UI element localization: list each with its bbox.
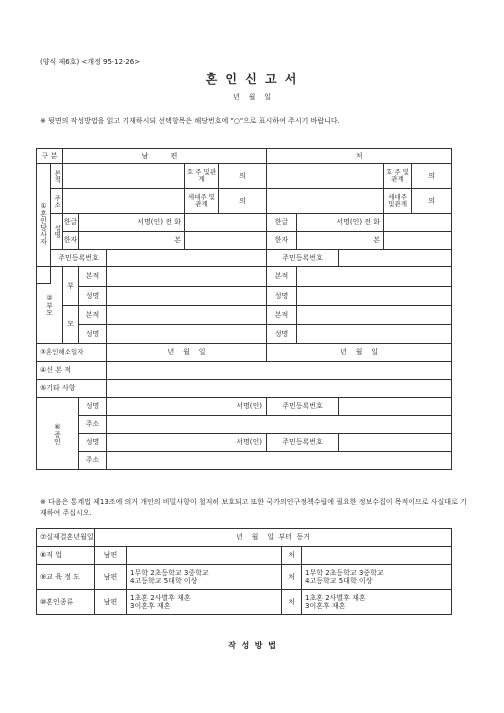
husband-mother-name[interactable] bbox=[107, 325, 267, 344]
wife-phone-field[interactable] bbox=[384, 214, 452, 232]
witness2-name-label: 성명 bbox=[79, 434, 107, 452]
kind-wife-options-line1: 1초혼 2사별후 재혼 bbox=[305, 593, 366, 602]
husband-father-name[interactable] bbox=[107, 287, 267, 306]
father-name-label: 성명 bbox=[79, 287, 107, 306]
party-label: ①혼인당사자 bbox=[37, 164, 51, 284]
husband-sedae-field[interactable]: 의 bbox=[219, 189, 267, 214]
edu-husband-options[interactable] bbox=[127, 565, 282, 590]
wife-header: 처 bbox=[267, 149, 452, 164]
gubun-header: 구 분 bbox=[37, 149, 63, 164]
wife-jumin-field[interactable] bbox=[339, 250, 452, 267]
mother-bonjeok-label: 본적 bbox=[79, 306, 107, 325]
witness1-addr-label: 주소 bbox=[79, 416, 107, 434]
wife-mother-bonjeok[interactable] bbox=[297, 306, 452, 325]
hanja-label: 한자 bbox=[63, 232, 79, 250]
witness1-jumin-label: 주민등록번호 bbox=[267, 398, 339, 416]
wife-mother-name-label: 성명 bbox=[267, 325, 297, 344]
witness2-jumin-label: 주민등록번호 bbox=[267, 434, 339, 452]
job-husband-field[interactable] bbox=[127, 547, 282, 565]
husband-jumin-label: 주민등록번호 bbox=[51, 250, 107, 267]
new-bonjeok-field[interactable] bbox=[107, 362, 452, 380]
witness1-jumin-field[interactable] bbox=[339, 398, 452, 416]
parents-label: ②부모 bbox=[37, 267, 63, 344]
dissolution-wife-date[interactable]: 년 월 일 bbox=[267, 344, 452, 362]
kind-husband-label: 남편 bbox=[95, 590, 127, 615]
bonjeok-label: 본적 bbox=[51, 164, 63, 189]
job-wife-label: 처 bbox=[282, 547, 302, 565]
edu-wife-options[interactable] bbox=[302, 565, 452, 590]
wife-hanja-label: 한자 bbox=[267, 232, 297, 250]
husband-mother-bonjeok[interactable] bbox=[107, 306, 267, 325]
wife-jumin-label: 주민등록번호 bbox=[267, 250, 339, 267]
wife-hanja-field[interactable]: 본 bbox=[297, 232, 384, 250]
edu-wife-label: 처 bbox=[282, 565, 302, 590]
wife-father-name-label: 성명 bbox=[267, 287, 297, 306]
other-label: ⑤기타 사항 bbox=[37, 380, 107, 398]
kind-husband-options[interactable] bbox=[127, 590, 282, 615]
wife-hoju-label: 호 주 및관계 bbox=[384, 164, 412, 189]
husband-sedae-label: 세대주 및관계 bbox=[185, 189, 219, 214]
husband-bonjeok-field[interactable] bbox=[63, 164, 185, 189]
mother-label: 모 bbox=[63, 306, 79, 344]
kind-label: ⑩혼인종류 bbox=[37, 590, 95, 615]
wife-sedae-field[interactable]: 의 bbox=[412, 189, 452, 214]
mother-name-label: 성명 bbox=[79, 325, 107, 344]
kind-wife-options-line2: 3이혼후 재혼 bbox=[305, 602, 346, 610]
wife-sedae-label: 세대주 및관계 bbox=[384, 189, 412, 214]
husband-hoju-field[interactable]: 의 bbox=[219, 164, 267, 189]
notice-statistics: ※ 다음은 통계법 제13조에 의거 개인의 비밀사항이 철저히 보호되고 또한 국가의인구정책수립에 필요한 정보수집이 목적이므로 사실대로 기재하여 주십시오. bbox=[40, 498, 467, 518]
marriage-report-table bbox=[36, 148, 452, 284]
husband-bon-field[interactable] bbox=[185, 232, 267, 250]
actual-date-label: ⑦실제결혼년월일 bbox=[37, 529, 95, 547]
wife-hangul-field[interactable]: 서명(인) 전 화 bbox=[297, 214, 384, 232]
edu-wife-options-line1: 1무학 2초등학교 3중학교 bbox=[305, 568, 384, 577]
statistics-table bbox=[36, 528, 452, 615]
husband-juso-field[interactable] bbox=[63, 189, 185, 214]
form-number: (양식 제6호) <개정 95·12·26> bbox=[40, 58, 141, 66]
hangul-label: 한글 bbox=[63, 214, 79, 232]
witness1-name-label: 성명 bbox=[79, 398, 107, 416]
dissolution-husband-date[interactable]: 년 월 일 bbox=[107, 344, 267, 362]
husband-father-bonjeok[interactable] bbox=[107, 267, 267, 287]
kind-wife-options[interactable] bbox=[302, 590, 452, 615]
wife-bonjeok-field[interactable] bbox=[267, 164, 384, 189]
father-bonjeok-label: 본적 bbox=[79, 267, 107, 287]
wife-hoju-field[interactable]: 의 bbox=[412, 164, 452, 189]
job-wife-field[interactable] bbox=[302, 547, 452, 565]
edu-husband-label: 남편 bbox=[95, 565, 127, 590]
witness2-jumin-field[interactable] bbox=[339, 434, 452, 452]
father-label: 부 bbox=[63, 267, 79, 306]
parents-table bbox=[36, 266, 452, 470]
witness2-addr-label: 주소 bbox=[79, 452, 107, 470]
witness2-addr-field[interactable] bbox=[107, 452, 452, 470]
new-bonjeok-label: ④신 본 적 bbox=[37, 362, 107, 380]
husband-hoju-label: 호 주 및관계 bbox=[185, 164, 219, 189]
wife-bon-field[interactable] bbox=[384, 232, 452, 250]
dissolution-label: ③혼인해소일자 bbox=[37, 344, 107, 362]
edu-husband-options-line2: 4고등학교 5대학 이상 bbox=[130, 577, 198, 585]
kind-husband-options-line1: 1초혼 2사별후 재혼 bbox=[130, 593, 191, 602]
witness1-addr-field[interactable] bbox=[107, 416, 452, 434]
witness1-name-field[interactable]: 서명(인) bbox=[107, 398, 267, 416]
name-label: 성명 bbox=[51, 214, 63, 250]
husband-jumin-field[interactable] bbox=[107, 250, 267, 267]
husband-hangul-field[interactable]: 서명(인) 전 화 bbox=[79, 214, 185, 232]
witness-label: ⑥증인 bbox=[37, 398, 79, 470]
writing-method-heading: 작 성 방 법 bbox=[228, 641, 276, 650]
edu-wife-options-line2: 4고등학교 5대학 이상 bbox=[305, 577, 373, 585]
notice-top: ※ 뒷면의 작성방법을 읽고 기재하시되 선택항목은 해당번호에 "○"으로 표시하여 주시기 바랍니다. bbox=[40, 117, 340, 125]
other-field[interactable] bbox=[107, 380, 452, 398]
wife-father-name[interactable] bbox=[297, 287, 452, 306]
husband-hanja-field[interactable]: 본 bbox=[79, 232, 185, 250]
edu-husband-options-line1: 1무학 2초등학교 3중학교 bbox=[130, 568, 209, 577]
page-title: 혼 인 신 고 서 bbox=[205, 72, 299, 86]
husband-phone-field[interactable] bbox=[185, 214, 267, 232]
kind-husband-options-line2: 3이혼후 재혼 bbox=[130, 602, 171, 610]
witness2-name-field[interactable]: 서명(인) bbox=[107, 434, 267, 452]
job-husband-label: 남편 bbox=[95, 547, 127, 565]
husband-header: 남 편 bbox=[63, 149, 267, 164]
date-line: 년 월 일 bbox=[232, 93, 272, 101]
wife-mother-bonjeok-label: 본적 bbox=[267, 306, 297, 325]
wife-juso-field[interactable] bbox=[267, 189, 384, 214]
job-label: ⑧직 업 bbox=[37, 547, 95, 565]
wife-father-bonjeok-label: 본적 bbox=[267, 267, 297, 287]
wife-father-bonjeok[interactable] bbox=[297, 267, 452, 287]
actual-date-field[interactable]: 년 월 일 부터 동거 bbox=[95, 529, 452, 547]
wife-hangul-label: 한글 bbox=[267, 214, 297, 232]
edu-label: ⑨교 육 정 도 bbox=[37, 565, 95, 590]
juso-label: 주소 bbox=[51, 189, 63, 214]
wife-mother-name[interactable] bbox=[297, 325, 452, 344]
kind-wife-label: 처 bbox=[282, 590, 302, 615]
